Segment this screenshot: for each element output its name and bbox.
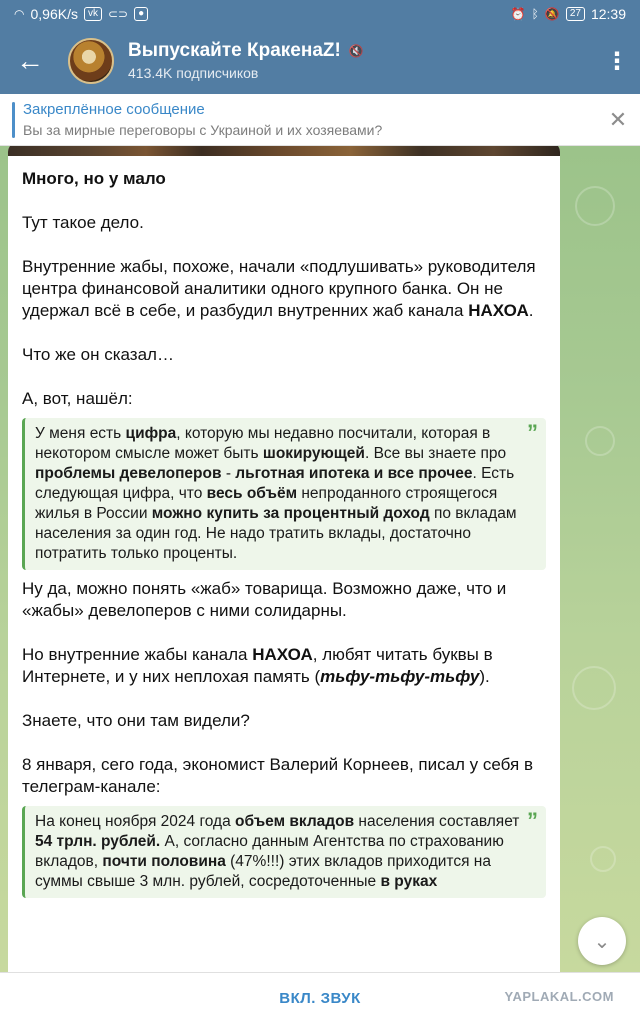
link-icon: ⊂⊃ bbox=[107, 7, 129, 21]
paragraph: Внутренние жабы, похоже, начали «подлушивать» руководителя центра финансовой аналитики одного крупного банка. Он не удержал всё в себе, и разбудил внутренних жаб канала НАХОА. bbox=[22, 257, 536, 320]
chat-area[interactable] bbox=[0, 146, 640, 972]
pinned-indicator bbox=[12, 102, 15, 138]
app-icon: ● bbox=[134, 7, 148, 21]
arrow-left-icon: ← bbox=[16, 45, 44, 76]
paragraph: Знаете, что они там видели? bbox=[22, 711, 250, 730]
channel-title: Выпускайте КракенаZ! bbox=[128, 40, 341, 61]
subscriber-count: 413.4K подписчиков bbox=[128, 65, 259, 81]
pinned-label: Закреплённое сообщение bbox=[23, 100, 205, 118]
paragraph: 8 января, сего года, экономист Валерий Корнеев, писал у себя в телеграм-канале: bbox=[22, 755, 533, 796]
paragraph: Ну да, можно понять «жаб» товарища. Возможно даже, что и «жабы» девелоперов с ними солидарны. bbox=[22, 579, 507, 620]
channel-avatar[interactable] bbox=[68, 38, 114, 84]
watermark: YAPLAKAL.COM bbox=[504, 989, 614, 1004]
message-bubble[interactable] bbox=[8, 146, 560, 972]
blockquote: ” У меня есть цифра, которую мы недавно посчитали, которая в некотором смысле может быть шокирующей. Все вы знаете про проблемы девелоперов - льготная ипотека и все прочее. Есть следующая цифра, что весь объём непроданного строящегося жилья в России можно купить за процентный доход по вкладам населения за один год. Не надо тратить вклады, достаточно потратить только проценты. bbox=[22, 418, 546, 570]
status-bar bbox=[0, 0, 640, 28]
chevron-down-icon: ⌄ bbox=[593, 930, 611, 953]
pinned-text: Вы за мирные переговоры с Украиной и их хозяевами? bbox=[23, 121, 383, 138]
post-heading: Много, но у мало bbox=[22, 169, 166, 188]
muted-icon: 🔇 bbox=[348, 44, 364, 58]
channel-info[interactable] bbox=[128, 39, 594, 83]
quote-icon: ” bbox=[527, 808, 538, 833]
wifi-icon: ◠ bbox=[14, 7, 25, 21]
blockquote: ” На конец ноября 2024 года объем вкладов населения составляет 54 трлн. рублей. А, согласно данным Агентства по страхованию вкладов, почти половина (47%!!!) этих вкладов приходится на суммы свыше 3 млн. рублей, сосредоточенные в руках bbox=[22, 806, 546, 898]
pinned-message-bar[interactable] bbox=[0, 94, 640, 146]
unmute-button[interactable]: ВКЛ. ЗВУК bbox=[279, 990, 361, 1007]
vk-icon: vk bbox=[84, 7, 102, 21]
close-pinned-button[interactable] bbox=[596, 107, 640, 133]
clock: 12:39 bbox=[590, 6, 626, 22]
alarm-icon: ⏰ bbox=[510, 7, 526, 21]
back-button[interactable] bbox=[0, 28, 60, 94]
app-bar bbox=[0, 28, 640, 94]
post-image[interactable] bbox=[8, 146, 560, 156]
bottom-bar bbox=[0, 972, 640, 1024]
paragraph: Тут такое дело. bbox=[22, 213, 144, 232]
paragraph: А, вот, нашёл: bbox=[22, 389, 133, 408]
message-text bbox=[8, 156, 560, 898]
quote-icon: ” bbox=[527, 420, 538, 445]
mute-status-icon: 🔕 bbox=[544, 7, 560, 21]
close-icon: ✕ bbox=[608, 106, 628, 132]
network-speed: 0,96K/s bbox=[30, 6, 78, 22]
more-menu-button[interactable] bbox=[594, 28, 640, 94]
battery-icon: 27 bbox=[566, 7, 585, 21]
paragraph: Но внутренние жабы канала НАХОА, любят читать буквы в Интернете, и у них неплохая память (тьфу-тьфу-тьфу). bbox=[22, 645, 493, 686]
scroll-down-button[interactable] bbox=[578, 917, 626, 965]
more-vertical-icon: ⋮ bbox=[605, 47, 629, 75]
bluetooth-icon: ᛒ bbox=[531, 7, 539, 21]
paragraph: Что же он сказал… bbox=[22, 345, 174, 364]
